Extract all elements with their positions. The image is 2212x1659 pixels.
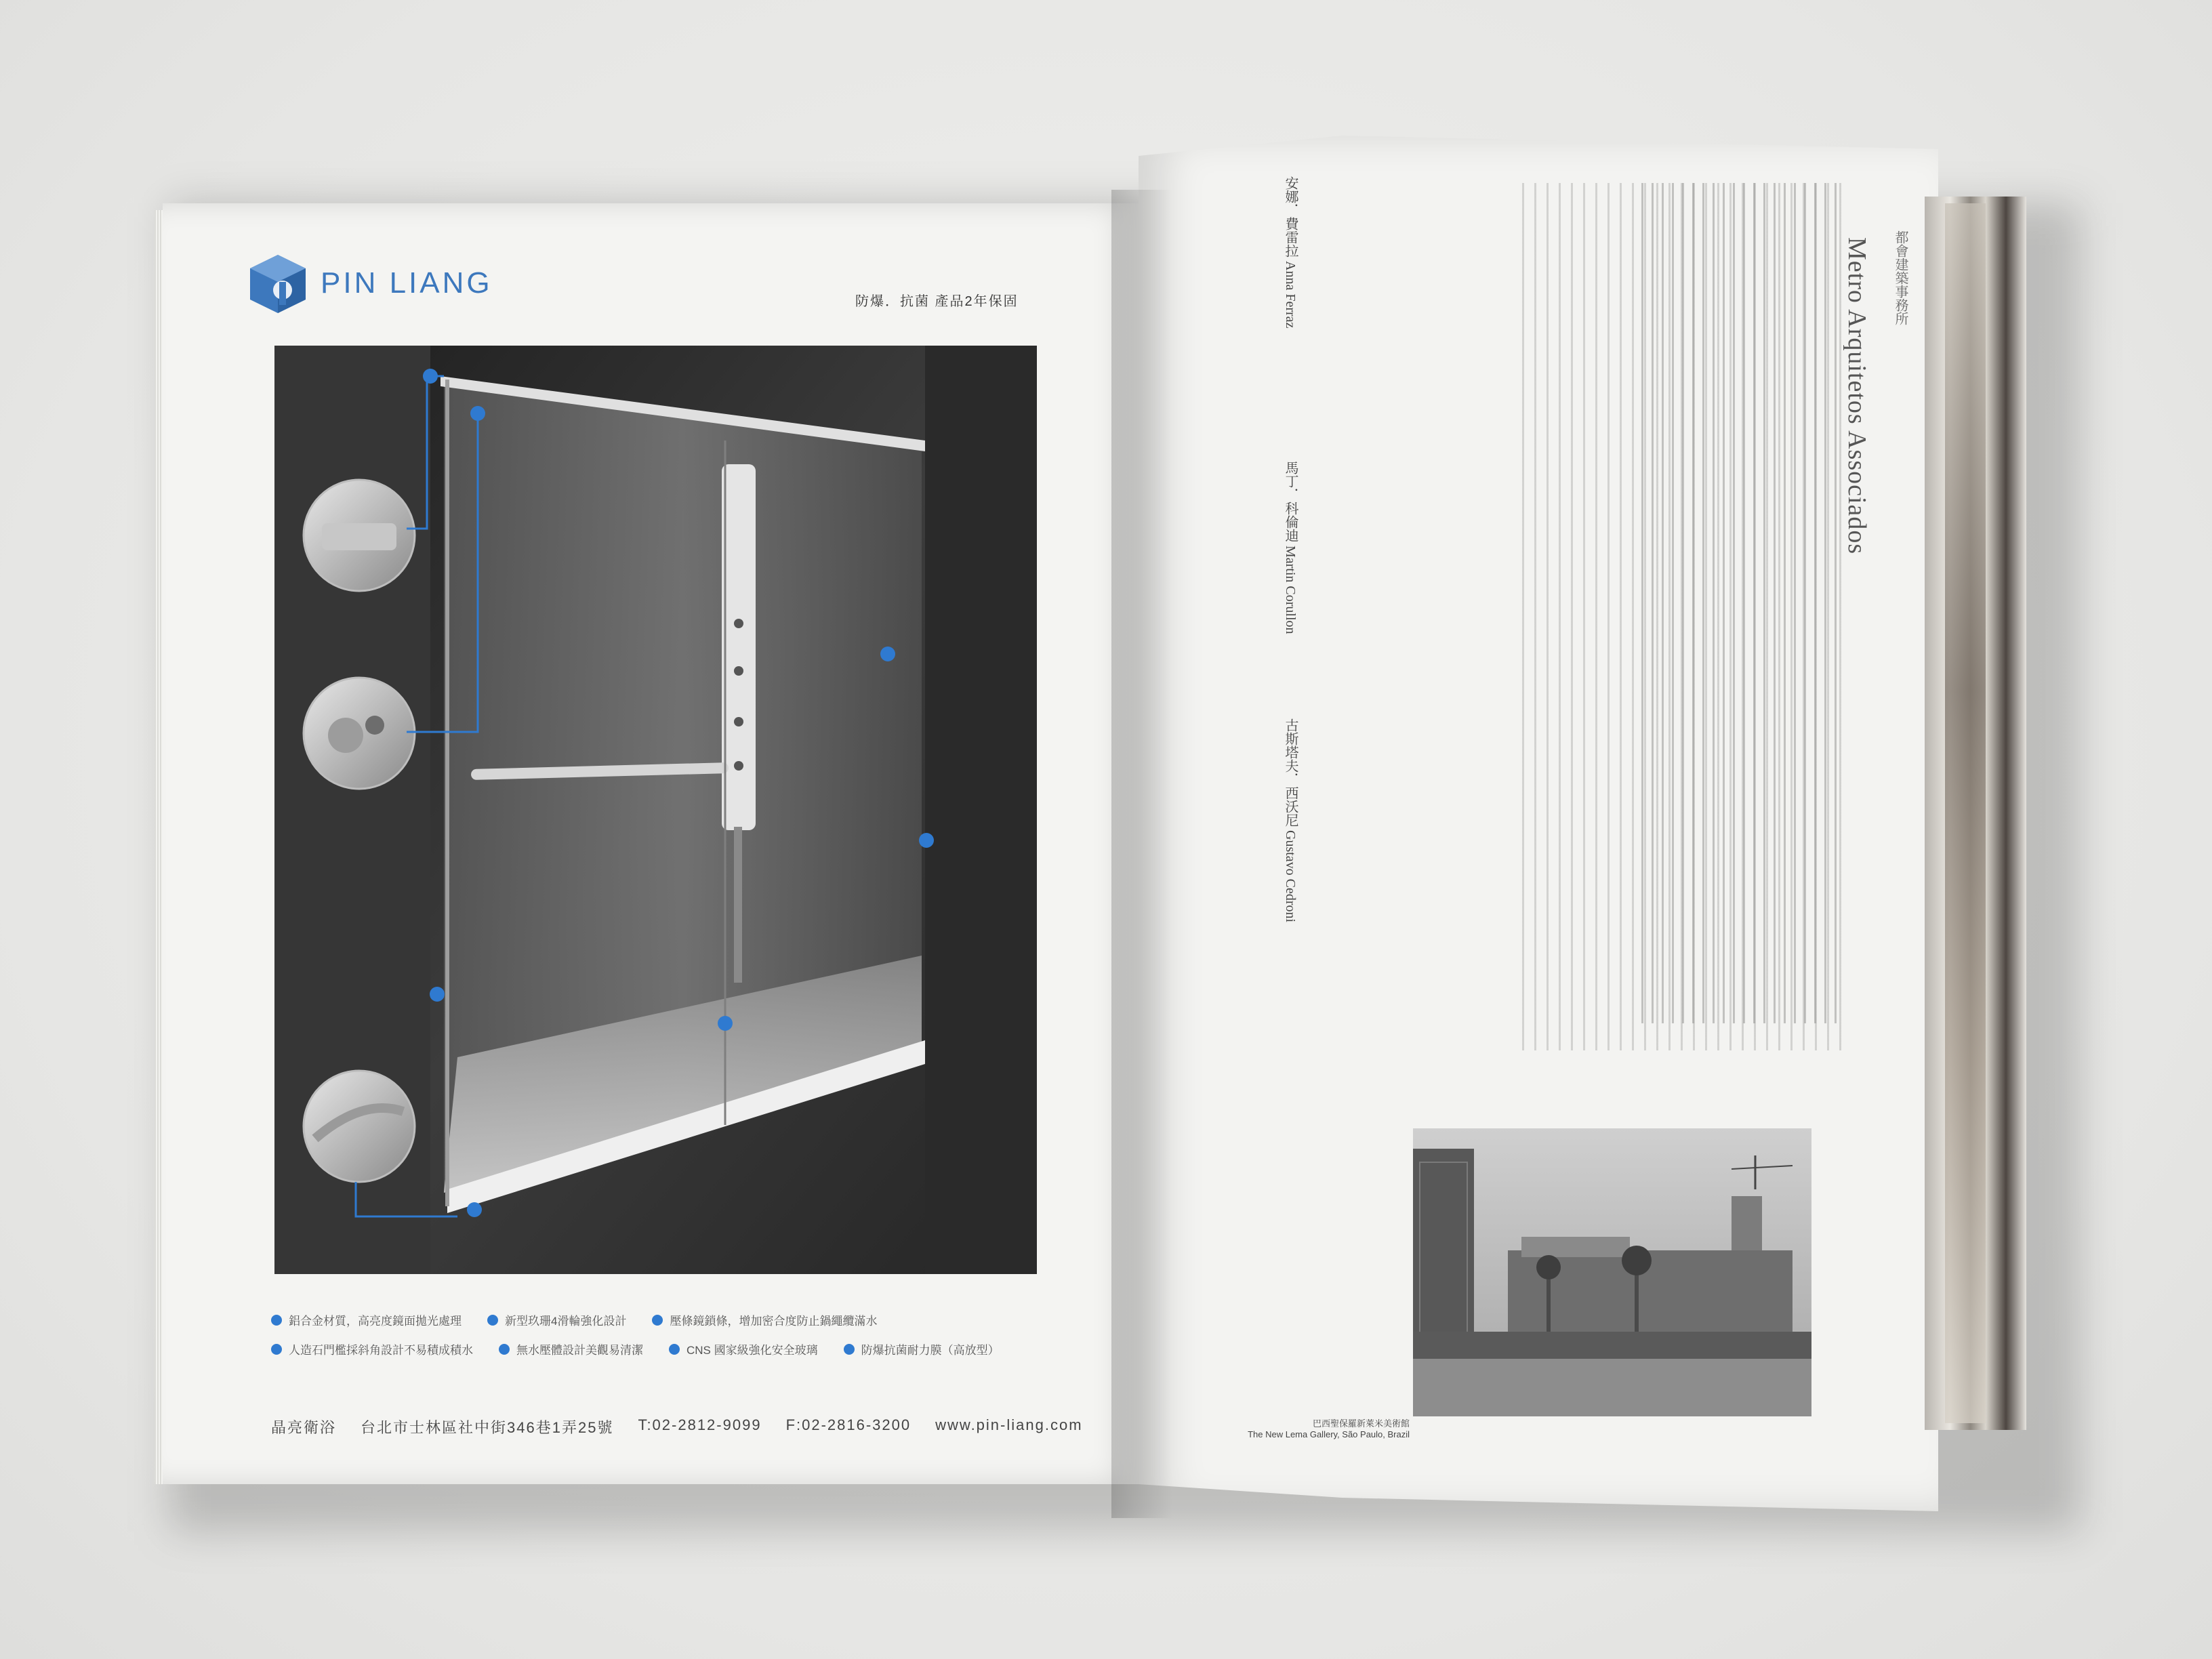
feature-item: 防爆抗菌耐力膜（高放型） <box>844 1340 1000 1357</box>
gallery-building-photo <box>1413 1128 1811 1416</box>
person-name: 古斯塔夫．西沃尼 Gustavo Cedroni <box>1283 718 1298 923</box>
product-tagline: 防爆．抗菌 產品2年保固 <box>855 294 1019 309</box>
feature-item: CNS 國家級強化安全玻璃 <box>669 1340 818 1357</box>
company-website: www.pin-liang.com <box>935 1416 1083 1433</box>
brand-logo <box>247 252 493 314</box>
feature-item: 人造石門檻採斜角設計不易積成積水 <box>271 1340 473 1357</box>
feature-item: 鋁合金材質，高亮度鏡面拋光處理 <box>271 1311 462 1328</box>
feature-item: 壓條鏡鎖條，增加密合度防止鍋繩纜滿水 <box>652 1311 877 1328</box>
bullet-icon <box>271 1315 282 1326</box>
person-name: 安娜．費雷拉 Anna Ferraz <box>1283 176 1298 329</box>
feature-list <box>271 1311 1084 1370</box>
company-tel: T:02-2812-9099 <box>638 1416 762 1433</box>
feature-item: 無水壓體設計美觀易清潔 <box>499 1340 643 1357</box>
shower-enclosure-photo <box>274 346 1037 1274</box>
bullet-icon <box>487 1315 498 1326</box>
cube-logo-icon <box>247 252 308 314</box>
caption-cn: 巴西聖保羅新萊米美術館 <box>1312 1418 1410 1429</box>
bullet-icon <box>271 1344 282 1355</box>
article-title: Metro Arquitetos Associados <box>1843 237 1871 555</box>
bullet-icon <box>652 1315 663 1326</box>
company-address: 台北市士林區社中街346巷1弄25號 <box>361 1419 614 1436</box>
bullet-icon <box>499 1344 510 1355</box>
article-title-cn: 都會建築事務所 <box>1893 230 1908 325</box>
company-name: 晶亮衛浴 <box>271 1419 337 1436</box>
body-text-block-cn <box>1633 183 1837 1023</box>
ad-footer <box>271 1416 1107 1437</box>
gutter-shadow <box>1111 190 1172 1518</box>
person-name: 馬丁．科倫迪 Martin Corullon <box>1283 461 1298 634</box>
bullet-icon <box>669 1344 680 1355</box>
page-edges-right-shade <box>1945 203 1986 1423</box>
feature-row <box>271 1340 1084 1357</box>
photo-caption <box>1213 1418 1410 1440</box>
company-fax: F:02-2816-3200 <box>785 1416 912 1433</box>
feature-row <box>271 1311 1084 1328</box>
bullet-icon <box>844 1344 855 1355</box>
feature-item: 新型玖珊4滑輪強化設計 <box>487 1311 626 1328</box>
caption-en: The New Lema Gallery, São Paulo, Brazil <box>1248 1429 1410 1439</box>
brand-name: PIN LIANG <box>321 266 493 300</box>
